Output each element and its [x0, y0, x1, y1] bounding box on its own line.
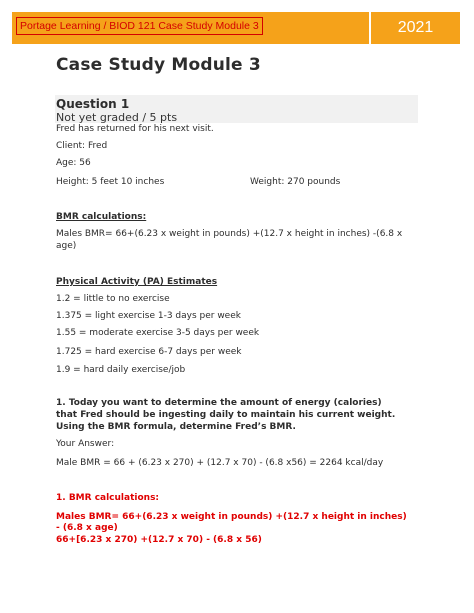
feedback-heading: 1. BMR calculations:: [56, 493, 160, 503]
client-line: Client: Fred: [56, 141, 108, 151]
height-line: Height: 5 feet 10 inches: [56, 177, 165, 187]
answer-label: Your Answer:: [56, 439, 115, 449]
course-label: Portage Learning / BIOD 121 Case Study Module 3: [16, 17, 263, 35]
bmr-formula-line2: age): [56, 241, 77, 251]
bmr-formula-line1: Males BMR= 66+(6.23 x weight in pounds) +(12.7 x height in inches) -(6.8 x: [56, 229, 403, 239]
document-header: [12, 12, 460, 44]
intro-text: Fred has returned for his next visit.: [56, 124, 214, 134]
year-label: 2021: [397, 19, 434, 36]
pa-item: 1.2 = little to no exercise: [56, 294, 170, 304]
question-status: Not yet graded / 5 pts: [56, 111, 178, 124]
task-line: Using the BMR formula, determine Fred’s BMR.: [56, 422, 296, 432]
feedback-line: - (6.8 x age): [56, 523, 118, 533]
age-line: Age: 56: [56, 158, 91, 168]
task-line: that Fred should be ingesting daily to maintain his current weight.: [56, 410, 396, 420]
pa-item: 1.375 = light exercise 1-3 days per week: [56, 311, 241, 321]
feedback-line: 66+[6.23 x 270) +(12.7 x 70) - (6.8 x 56): [56, 535, 262, 545]
bmr-heading: BMR calculations:: [56, 212, 147, 222]
question-title: Question 1: [56, 97, 130, 111]
pa-item: 1.55 = moderate exercise 3-5 days per week: [56, 328, 260, 338]
page-title: Case Study Module 3: [56, 55, 261, 75]
pa-item: 1.725 = hard exercise 6-7 days per week: [56, 347, 242, 357]
task-line: 1. Today you want to determine the amount of energy (calories): [56, 398, 382, 408]
feedback-line: Males BMR= 66+(6.23 x weight in pounds) +(12.7 x height in inches): [56, 512, 407, 522]
pa-item: 1.9 = hard daily exercise/job: [56, 365, 186, 375]
answer-text: Male BMR = 66 + (6.23 x 270) + (12.7 x 70) - (6.8 x56) = 2264 kcal/day: [56, 458, 384, 468]
weight-line: Weight: 270 pounds: [250, 177, 341, 187]
pa-heading: Physical Activity (PA) Estimates: [56, 277, 218, 287]
header-right-panel: [371, 12, 460, 44]
header-left-panel: [12, 12, 369, 44]
